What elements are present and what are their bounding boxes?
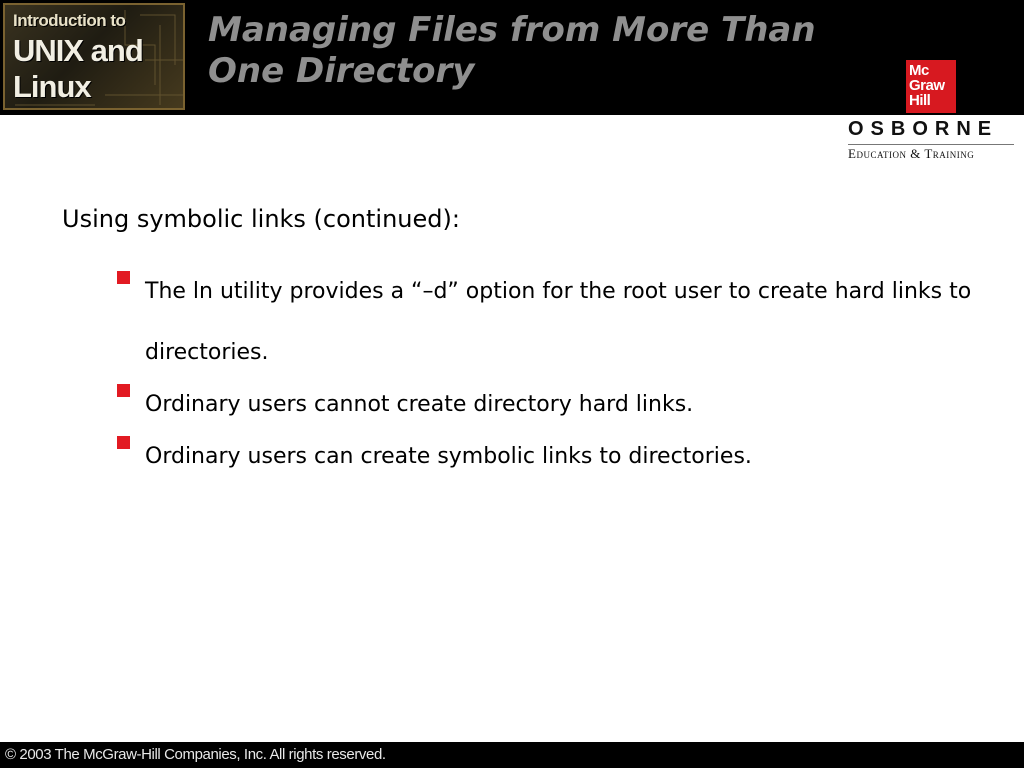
logo-text-graw: Graw: [909, 77, 945, 94]
slide-header: [0, 0, 1024, 115]
slide-footer: [0, 742, 1024, 768]
bullet-list: [113, 276, 973, 493]
logo-text-hill: Hill: [909, 92, 931, 109]
badge-line-unix: UNIX and: [13, 33, 143, 68]
osborne-divider: [848, 144, 1014, 145]
square-bullet-icon: [117, 271, 130, 284]
badge-line-intro: Introduction to: [13, 11, 126, 30]
mcgraw-hill-logo: [906, 60, 956, 113]
logo-text-mc: Mc: [909, 62, 929, 79]
bullet-text: The ln utility provides a “–d” option for the root user to create hard links to directories.: [145, 279, 972, 365]
osborne-tagline: Education & Training: [848, 146, 975, 161]
bullet-item: [113, 261, 973, 383]
book-cover-badge: [3, 3, 185, 110]
slide-title: Managing Files from More Than One Directory: [208, 10, 816, 91]
bullet-item: [113, 426, 973, 487]
square-bullet-icon: [117, 384, 130, 397]
badge-line-linux: Linux: [13, 69, 91, 104]
section-subheading: Using symbolic links (continued):: [62, 205, 460, 233]
bullet-text: Ordinary users can create symbolic links to directories.: [145, 444, 752, 469]
osborne-logo: [846, 118, 1018, 166]
bullet-text: Ordinary users cannot create directory hard links.: [145, 392, 694, 417]
osborne-name: OSBORNE: [848, 118, 999, 140]
square-bullet-icon: [117, 436, 130, 449]
copyright-notice: © 2003 The McGraw-Hill Companies, Inc. All rights reserved.: [5, 746, 386, 763]
